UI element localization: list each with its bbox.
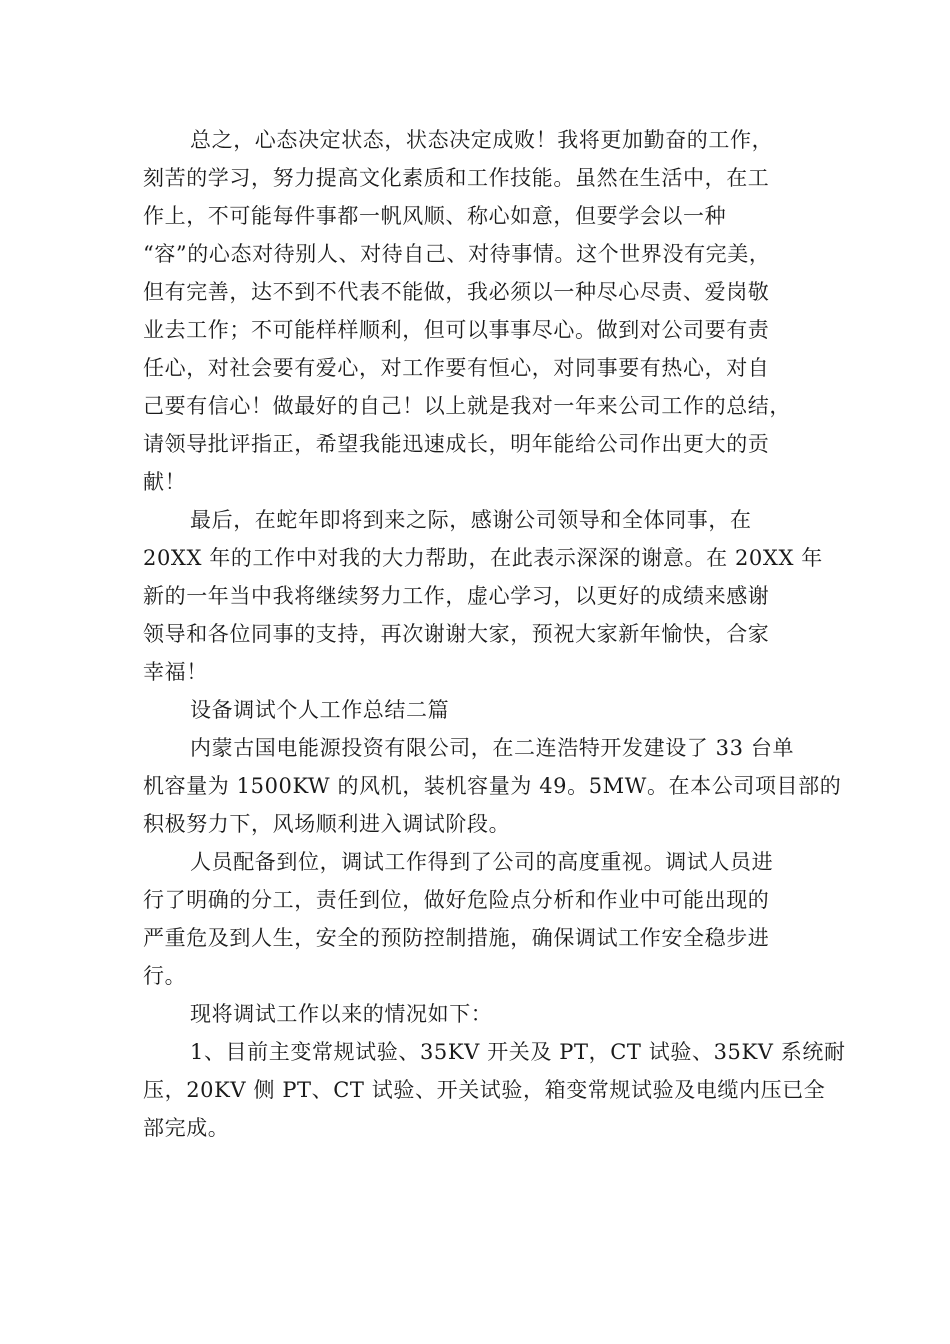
paragraph-line: 严重危及到人生，安全的预防控制措施，确保调试工作安全稳步进 [143, 926, 770, 950]
paragraph-line: 人员配备到位，调试工作得到了公司的高度重视。调试人员进 [190, 850, 774, 874]
paragraph-line: 新的一年当中我将继续努力工作，虚心学习，以更好的成绩来感谢 [143, 584, 770, 608]
paragraph-line: 总之，心态决定状态，状态决定成败！我将更加勤奋的工作， [190, 128, 774, 152]
paragraph-line: 1、目前主变常规试验、35KV 开关及 PT，CT 试验、35KV 系统耐 [190, 1040, 846, 1064]
paragraph-line: 刻苦的学习，努力提高文化素质和工作技能。虽然在生活中，在工 [143, 166, 770, 190]
paragraph-line: 最后，在蛇年即将到来之际，感谢公司领导和全体同事，在 [190, 508, 752, 532]
paragraph-line: 作上，不可能每件事都一帆风顺、称心如意，但要学会以一种 [143, 204, 727, 228]
paragraph-line: 业去工作；不可能样样顺利，但可以事事尽心。做到对公司要有责 [143, 318, 770, 342]
paragraph-line: 献！ [143, 470, 187, 494]
paragraph-line: 己要有信心！做最好的自己！以上就是我对一年来公司工作的总结， [143, 394, 791, 418]
paragraph-line: 积极努力下，风场顺利进入调试阶段。 [143, 812, 511, 836]
paragraph-line: 压，20KV 侧 PT、CT 试验、开关试验，箱变常规试验及电缆内压已全 [143, 1078, 826, 1102]
paragraph-line: 部完成。 [143, 1116, 230, 1140]
paragraph-line: 内蒙古国电能源投资有限公司，在二连浩特开发建设了 33 台单 [190, 736, 795, 760]
section-heading: 设备调试个人工作总结二篇 [190, 698, 450, 722]
paragraph-line: 现将调试工作以来的情况如下： [190, 1002, 493, 1026]
paragraph-line: 机容量为 1500KW 的风机，装机容量为 49。5MW。在本公司项目部的 [143, 774, 842, 798]
paragraph-line: 20XX 年的工作中对我的大力帮助，在此表示深深的谢意。在 20XX 年 [143, 546, 823, 570]
paragraph-line: 领导和各位同事的支持，再次谢谢大家，预祝大家新年愉快，合家 [143, 622, 770, 646]
paragraph-line: 请领导批评指正，希望我能迅速成长，明年能给公司作出更大的贡 [143, 432, 770, 456]
paragraph-line: 行了明确的分工，责任到位，做好危险点分析和作业中可能出现的 [143, 888, 770, 912]
paragraph-line: 幸福！ [143, 660, 208, 684]
paragraph-line: 但有完善，达不到不代表不能做，我必须以一种尽心尽责、爱岗敬 [143, 280, 770, 304]
paragraph-line: 行。 [143, 964, 187, 988]
paragraph-line: 任心，对社会要有爱心，对工作要有恒心，对同事要有热心，对自 [143, 356, 770, 380]
paragraph-line: “容”的心态对待别人、对待自己、对待事情。这个世界没有完美， [143, 242, 771, 266]
